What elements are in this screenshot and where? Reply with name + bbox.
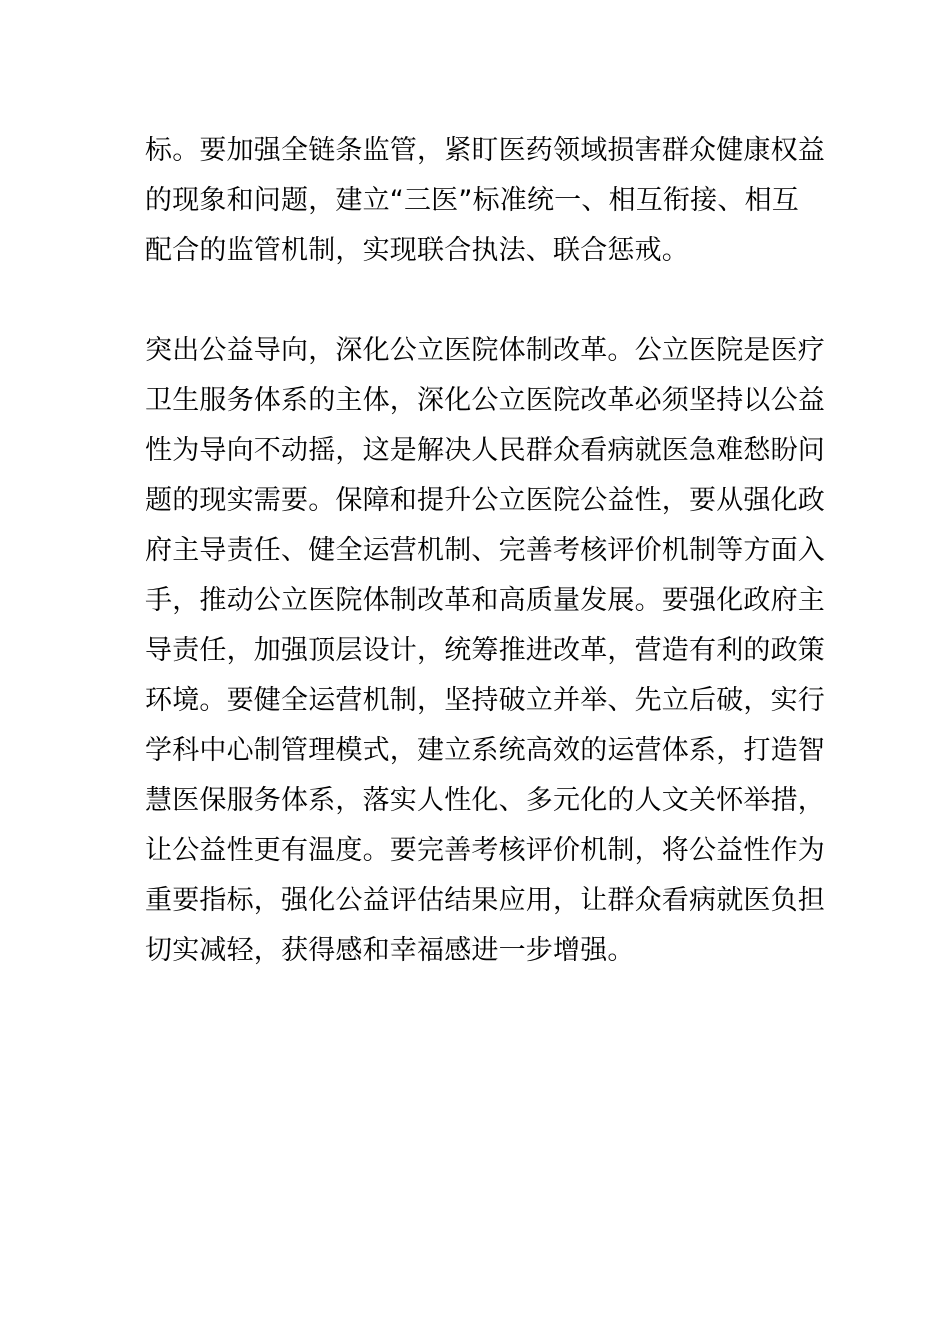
text-line: 的现象和问题，建立“三医”标准统一、相互衔接、相互 bbox=[145, 185, 799, 216]
text-line: 题的现实需要。保障和提升公立医院公益性，要从强化政 bbox=[145, 485, 825, 516]
paragraph-public-hospital-reform bbox=[145, 326, 825, 976]
text-line: 配合的监管机制，实现联合执法、联合惩戒。 bbox=[145, 235, 689, 266]
text-line: 学科中心制管理模式，建立系统高效的运营体系，打造智 bbox=[145, 735, 825, 766]
text-line: 标。要加强全链条监管，紧盯医药领域损害群众健康权益 bbox=[145, 135, 825, 166]
text-line: 手，推动公立医院体制改革和高质量发展。要强化政府主 bbox=[145, 585, 825, 616]
text-line: 慧医保服务体系，落实人性化、多元化的人文关怀举措， bbox=[145, 785, 825, 816]
paragraph-supervision bbox=[145, 126, 825, 276]
text-line: 导责任，加强顶层设计，统筹推进改革，营造有利的政策 bbox=[145, 635, 825, 666]
text-line: 突出公益导向，深化公立医院体制改革。公立医院是医疗 bbox=[145, 335, 825, 366]
text-line: 切实减轻，获得感和幸福感进一步增强。 bbox=[145, 935, 635, 966]
text-line: 卫生服务体系的主体，深化公立医院改革必须坚持以公益 bbox=[145, 385, 825, 416]
text-line: 性为导向不动摇，这是解决人民群众看病就医急难愁盼问 bbox=[145, 435, 825, 466]
text-line: 府主导责任、健全运营机制、完善考核评价机制等方面入 bbox=[145, 535, 825, 566]
text-line: 让公益性更有温度。要完善考核评价机制，将公益性作为 bbox=[145, 835, 825, 866]
text-line: 环境。要健全运营机制，坚持破立并举、先立后破，实行 bbox=[145, 685, 825, 716]
text-line: 重要指标，强化公益评估结果应用，让群众看病就医负担 bbox=[145, 885, 825, 916]
